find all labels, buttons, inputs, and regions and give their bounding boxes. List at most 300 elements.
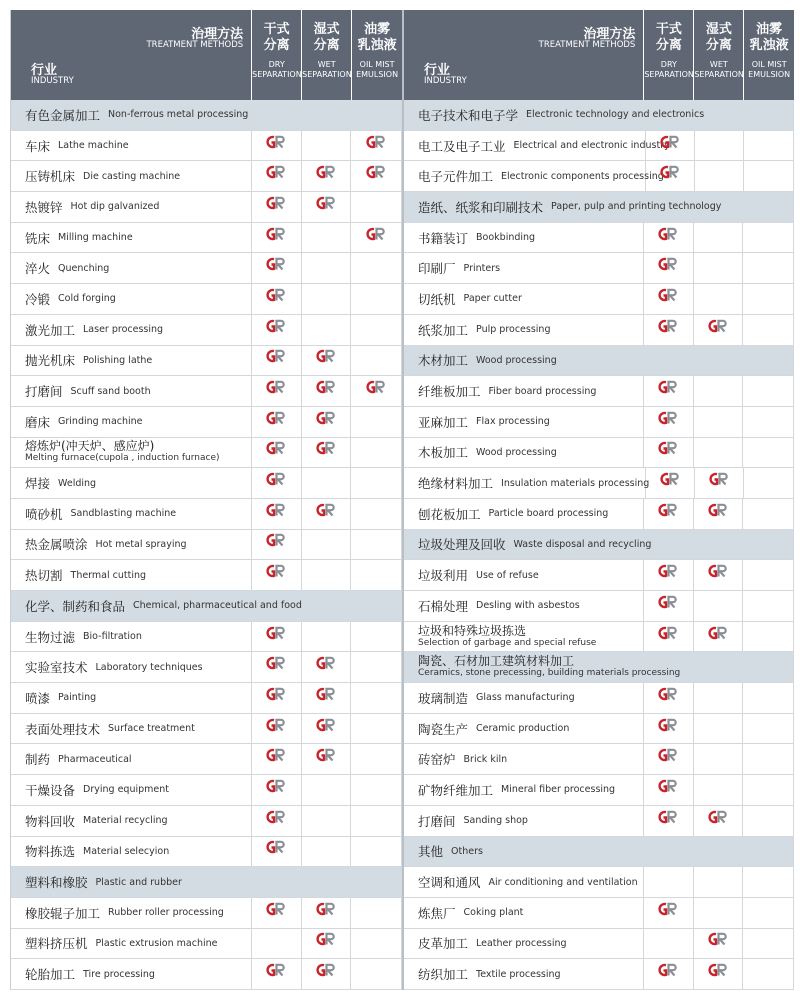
method-cell (252, 346, 302, 376)
method-en: DRY (660, 60, 677, 69)
method-column-header (302, 10, 352, 100)
industry-name-zh: 垃圾和特殊垃圾拣选 (418, 623, 527, 638)
industry-name-en: Cold forging (58, 293, 116, 305)
table-row (11, 622, 402, 653)
table-row (404, 253, 794, 284)
method-cell (302, 499, 352, 529)
method-column-header (252, 10, 302, 100)
industry-cell (404, 131, 670, 161)
industry-name-en: Selection of garbage and special refuse (418, 637, 597, 648)
industry-en: INDUSTRY (424, 76, 467, 86)
method-cell (694, 867, 744, 897)
gr-logo-icon (265, 626, 287, 648)
gr-logo-icon (657, 227, 679, 249)
gr-logo-icon (265, 288, 287, 310)
industry-name-en: Pulp processing (476, 324, 551, 336)
method-cell (743, 806, 793, 836)
method-en: EMULSION (356, 70, 399, 79)
gr-logo-icon (657, 503, 679, 525)
method-cell (743, 929, 793, 959)
industry-cell (11, 223, 252, 253)
table-row (11, 253, 402, 284)
industry-cell (404, 499, 644, 529)
industry-name-zh: 纸浆加工 (418, 322, 469, 338)
industry-cell (11, 253, 252, 283)
industry-name-zh: 书籍装订 (418, 230, 469, 246)
method-cell (302, 929, 352, 959)
method-cell (351, 315, 401, 345)
industry-name-zh: 皮革加工 (418, 936, 469, 952)
method-cell (351, 468, 401, 498)
table-header (11, 10, 402, 100)
table-row (11, 131, 402, 162)
category-row (404, 652, 794, 683)
industry-name-en: Ceramic production (476, 723, 570, 735)
industry-name-zh: 其他 (418, 844, 444, 860)
industry-cell (404, 775, 644, 805)
method-zh: 油雾 (364, 22, 391, 37)
method-cell (694, 407, 744, 437)
method-zh: 湿式 (705, 22, 732, 37)
method-cell (644, 560, 694, 590)
industry-name-zh: 热切割 (25, 568, 63, 584)
method-cell (743, 959, 793, 989)
method-cell (252, 775, 302, 805)
table-row (404, 376, 794, 407)
method-cell (351, 376, 401, 406)
industry-name-zh: 砖窑炉 (418, 752, 456, 768)
industry-name-zh: 炼焦厂 (418, 905, 456, 921)
gr-logo-icon (707, 810, 729, 832)
industry-name-en: Milling machine (58, 232, 133, 244)
industry-name-zh: 轮胎加工 (25, 967, 76, 983)
method-cell (302, 652, 352, 682)
industry-cell (11, 744, 252, 774)
table-row (404, 898, 794, 929)
industry-cell (11, 100, 401, 130)
table-row (11, 837, 402, 868)
gr-logo-icon (315, 380, 337, 402)
industry-name-en: Electrical and electronic industry (513, 140, 670, 152)
gr-logo-icon (265, 902, 287, 924)
industry-tables (10, 10, 795, 990)
gr-logo-icon (265, 319, 287, 341)
method-cell (743, 775, 793, 805)
method-cell (302, 131, 352, 161)
method-zh: 油雾 (756, 22, 783, 37)
gr-logo-icon (657, 380, 679, 402)
industry-name-en: Laser processing (83, 324, 164, 336)
method-cell (743, 438, 793, 468)
industry-cell (404, 898, 644, 928)
method-cell (302, 622, 352, 652)
gr-logo-icon (315, 165, 337, 187)
method-cell (744, 131, 793, 161)
method-cell (644, 499, 694, 529)
method-cell (252, 131, 302, 161)
industry-cell (404, 744, 644, 774)
category-row (11, 591, 402, 622)
method-cell (694, 898, 744, 928)
industry-cell (404, 560, 644, 590)
method-cell (302, 223, 352, 253)
method-cell (252, 192, 302, 222)
method-cell (252, 837, 302, 867)
industry-cell (11, 560, 252, 590)
industry-name-en: Particle board processing (488, 508, 609, 520)
industry-cell (404, 346, 793, 376)
table-row (404, 806, 794, 837)
method-cell (743, 714, 793, 744)
gr-logo-icon (265, 718, 287, 740)
gr-logo-icon (265, 196, 287, 218)
industry-cell (11, 591, 401, 621)
industry-name-en: Quenching (58, 262, 110, 274)
industry-cell (11, 775, 252, 805)
table-row (404, 438, 794, 469)
method-cell (644, 806, 694, 836)
industry-cell (404, 253, 644, 283)
table-row (11, 407, 402, 438)
industry-cell (11, 898, 252, 928)
industry-name-en: Wood processing (476, 354, 557, 366)
gr-logo-icon (315, 687, 337, 709)
industry-name-en: Fiber board processing (488, 385, 597, 397)
industry-name-zh: 喷砂机 (25, 506, 63, 522)
industry-name-en: Leather processing (476, 937, 567, 949)
gr-logo-icon (315, 411, 337, 433)
method-zh: 乳浊液 (749, 38, 789, 53)
industry-cell (11, 959, 252, 989)
gr-logo-icon (657, 779, 679, 801)
method-cell (252, 806, 302, 836)
method-cell (695, 161, 744, 191)
industry-name-zh: 焊接 (25, 476, 51, 492)
industry-name-en: Laboratory techniques (95, 661, 203, 673)
method-cell (644, 929, 694, 959)
industry-name-zh: 塑料挤压机 (25, 936, 88, 952)
method-en: SEPARATION (644, 70, 694, 79)
table-row (404, 744, 794, 775)
gr-logo-icon (657, 319, 679, 341)
gr-logo-icon (657, 257, 679, 279)
gr-logo-icon (315, 196, 337, 218)
method-cell (743, 253, 793, 283)
gr-logo-icon (265, 963, 287, 985)
industry-cell (404, 100, 793, 130)
method-cell (351, 806, 401, 836)
method-en: OIL MIST (751, 60, 787, 69)
method-cell (302, 284, 352, 314)
gr-logo-icon (315, 349, 337, 371)
method-cell (302, 775, 352, 805)
industry-cell (404, 622, 644, 652)
treatment-methods-en: TREATMENT METHODS (538, 40, 636, 50)
industry-name-zh: 刨花板加工 (418, 506, 481, 522)
table-row (404, 223, 794, 254)
method-cell (694, 315, 744, 345)
method-cell (743, 284, 793, 314)
category-row (11, 867, 402, 898)
table-row (404, 929, 794, 960)
industry-name-zh: 电子技术和电子学 (418, 107, 519, 123)
category-row (11, 100, 402, 131)
industry-name-en: Air conditioning and ventilation (488, 876, 638, 888)
method-cell (351, 346, 401, 376)
method-cell (644, 315, 694, 345)
method-zh: 分离 (705, 38, 732, 53)
method-zh: 干式 (655, 22, 682, 37)
method-cell (644, 438, 694, 468)
industry-cell (11, 867, 401, 897)
method-cell (302, 192, 352, 222)
gr-logo-icon (659, 472, 681, 494)
industry-name-zh: 铣床 (25, 230, 51, 246)
table-row (404, 315, 794, 346)
method-zh: 分离 (263, 38, 290, 53)
industry-name-en: Desling with asbestos (476, 600, 580, 612)
industry-cell (11, 284, 252, 314)
industry-cell (11, 346, 252, 376)
method-cell (252, 714, 302, 744)
industry-name-zh: 矿物纤维加工 (418, 782, 494, 798)
industry-name-zh: 打磨间 (418, 813, 456, 829)
method-zh: 分离 (313, 38, 340, 53)
industry-name-zh: 打磨间 (25, 384, 63, 400)
method-cell (743, 376, 793, 406)
method-cell (351, 683, 401, 713)
method-cell (351, 560, 401, 590)
gr-logo-icon (659, 135, 681, 157)
method-cell (694, 929, 744, 959)
gr-logo-icon (707, 626, 729, 648)
gr-logo-icon (707, 963, 729, 985)
industry-name-zh: 玻璃制造 (418, 690, 469, 706)
method-cell (351, 744, 401, 774)
method-cell (646, 131, 695, 161)
method-column-header (744, 10, 794, 100)
method-en: SEPARATION (694, 70, 744, 79)
method-cell (744, 161, 793, 191)
industry-cell (404, 714, 644, 744)
method-cell (302, 530, 352, 560)
industry-name-en: Grinding machine (58, 416, 143, 428)
industry-name-zh: 塑料和橡胶 (25, 875, 88, 891)
gr-logo-icon (657, 595, 679, 617)
industry-cell (404, 315, 644, 345)
method-cell (351, 253, 401, 283)
gr-logo-icon (657, 626, 679, 648)
industry-name-en: Sandblasting machine (70, 508, 177, 520)
method-cell (252, 959, 302, 989)
industry-name-zh: 表面处理技术 (25, 721, 101, 737)
industry-name-zh: 生物过滤 (25, 629, 76, 645)
method-cell (694, 560, 744, 590)
industry-name-zh: 木材加工 (418, 353, 469, 369)
industry-name-zh: 印刷厂 (418, 261, 456, 277)
treatment-methods-en: TREATMENT METHODS (146, 40, 244, 50)
gr-logo-icon (657, 411, 679, 433)
industry-name-zh: 抛光机床 (25, 353, 76, 369)
method-cell (351, 898, 401, 928)
industry-name-en: Hot dip galvanized (70, 201, 160, 213)
industry-name-en: Sanding shop (463, 815, 528, 827)
industry-zh: 行业 (424, 63, 451, 78)
industry-name-en: Paper cutter (463, 293, 522, 305)
gr-logo-icon (365, 165, 387, 187)
industry-cell (11, 407, 252, 437)
gr-logo-icon (365, 135, 387, 157)
method-cell (302, 438, 352, 468)
method-cell (252, 407, 302, 437)
table-row (404, 131, 794, 162)
category-row (404, 346, 794, 377)
method-zh: 乳浊液 (357, 38, 397, 53)
method-cell (252, 929, 302, 959)
method-zh: 湿式 (313, 22, 340, 37)
industry-name-zh: 磨床 (25, 414, 51, 430)
gr-logo-icon (315, 932, 337, 954)
method-cell (252, 744, 302, 774)
industry-cell (404, 192, 793, 222)
method-cell (302, 744, 352, 774)
method-en: WET (317, 60, 336, 69)
method-cell (743, 499, 793, 529)
method-cell (252, 376, 302, 406)
method-cell (252, 652, 302, 682)
industry-cell (11, 376, 252, 406)
gr-logo-icon (265, 257, 287, 279)
method-cell (694, 683, 744, 713)
industry-cell (404, 652, 793, 682)
industry-name-zh: 喷漆 (25, 690, 51, 706)
method-cell (351, 499, 401, 529)
industry-name-en: Printers (463, 262, 501, 274)
industry-cell (404, 929, 644, 959)
table-row (11, 530, 402, 561)
industry-cell (11, 438, 252, 468)
table-row (11, 499, 402, 530)
method-column-header (644, 10, 694, 100)
method-cell (252, 468, 302, 498)
industry-name-zh: 淬火 (25, 261, 51, 277)
industry-cell (404, 683, 644, 713)
industry-header-cell (11, 10, 252, 100)
method-cell (743, 898, 793, 928)
method-cell (694, 438, 744, 468)
gr-logo-icon (265, 349, 287, 371)
gr-logo-icon (265, 503, 287, 525)
method-cell (694, 775, 744, 805)
method-cell (351, 837, 401, 867)
category-row (404, 192, 794, 223)
industry-cell (404, 376, 644, 406)
industry-name-zh: 石棉处理 (418, 598, 469, 614)
method-cell (694, 223, 744, 253)
industry-name-en: Wood processing (476, 446, 557, 458)
industry-cell (11, 683, 252, 713)
method-cell (302, 161, 352, 191)
method-cell (743, 315, 793, 345)
gr-logo-icon (265, 533, 287, 555)
method-en: OIL MIST (359, 60, 395, 69)
industry-name-en: Drying equipment (83, 784, 169, 796)
method-cell (351, 192, 401, 222)
industry-name-zh: 物料回收 (25, 813, 76, 829)
gr-logo-icon (315, 963, 337, 985)
method-cell (646, 161, 695, 191)
gr-logo-icon (265, 840, 287, 862)
method-cell (695, 131, 744, 161)
industry-cell (11, 131, 252, 161)
industry-cell (11, 161, 252, 191)
industry-name-zh: 车床 (25, 138, 51, 154)
method-cell (694, 744, 744, 774)
method-cell (694, 591, 744, 621)
method-en: SEPARATION (302, 70, 352, 79)
left-table (10, 10, 402, 990)
industry-name-en: Hot metal spraying (95, 538, 187, 550)
method-cell (302, 376, 352, 406)
industry-name-en: Thermal cutting (70, 569, 147, 581)
method-en: WET (709, 60, 728, 69)
industry-cell (404, 867, 644, 897)
industry-name-en: Non-ferrous metal processing (108, 109, 249, 121)
category-row (404, 837, 794, 868)
industry-name-zh: 亚麻加工 (418, 414, 469, 430)
method-cell (302, 714, 352, 744)
gr-logo-icon (707, 932, 729, 954)
method-cell (694, 622, 744, 652)
method-cell (644, 959, 694, 989)
method-cell (302, 683, 352, 713)
industry-cell (404, 407, 644, 437)
method-cell (351, 438, 401, 468)
industry-name-zh: 空调和通风 (418, 875, 481, 891)
industry-name-zh: 纺织加工 (418, 967, 469, 983)
gr-logo-icon (365, 380, 387, 402)
industry-name-zh: 陶瓷生产 (418, 721, 469, 737)
method-cell (644, 376, 694, 406)
treatment-methods-zh: 治理方法 (191, 27, 244, 42)
gr-logo-icon (657, 441, 679, 463)
method-cell (302, 468, 352, 498)
gr-logo-icon (315, 441, 337, 463)
method-cell (302, 898, 352, 928)
industry-name-en: Bookbinding (476, 232, 536, 244)
industry-name-zh: 陶瓷、石材加工建筑材料加工 (418, 654, 575, 669)
industry-name-zh: 橡胶辊子加工 (25, 905, 101, 921)
method-cell (744, 468, 793, 498)
table-row (404, 499, 794, 530)
table-row (404, 468, 794, 499)
method-cell (694, 253, 744, 283)
method-cell (252, 284, 302, 314)
table-row (404, 683, 794, 714)
industry-cell (404, 223, 644, 253)
method-cell (351, 161, 401, 191)
industry-name-en: Use of refuse (476, 569, 539, 581)
method-cell (302, 315, 352, 345)
table-row (11, 714, 402, 745)
industry-header-cell (404, 10, 644, 100)
industry-cell (11, 192, 252, 222)
table-row (11, 468, 402, 499)
industry-name-en: Mineral fiber processing (501, 784, 616, 796)
industry-cell (404, 806, 644, 836)
gr-logo-icon (707, 564, 729, 586)
industry-name-zh: 造纸、纸浆和印刷技术 (418, 199, 544, 215)
